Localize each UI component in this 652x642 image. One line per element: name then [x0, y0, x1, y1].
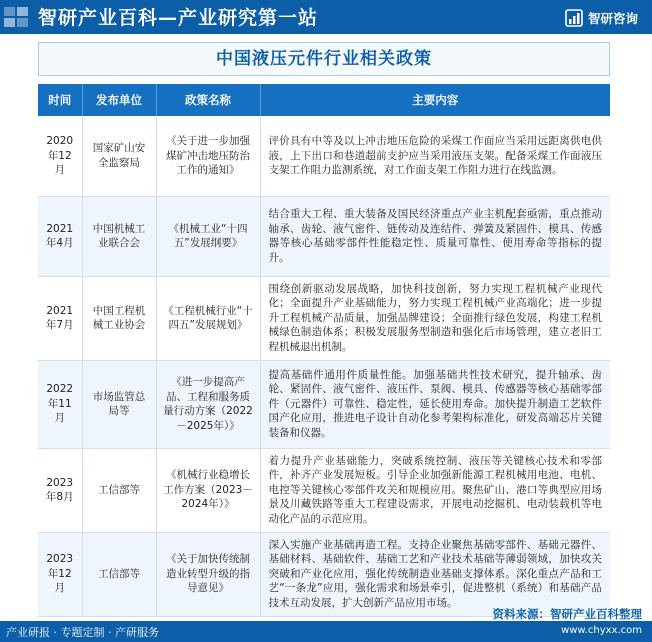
table-row: [38, 196, 610, 276]
table-row: [38, 360, 610, 448]
header-policy-name: 政策名称: [156, 84, 260, 116]
cell-policy-name: 《机械行业稳增长工作方案（2023－2024年）》: [156, 448, 260, 532]
page-title-box: [38, 42, 610, 76]
top-banner: [0, 0, 652, 34]
logo-icon: [4, 5, 30, 29]
table-row: [38, 532, 610, 616]
footer-url[interactable]: www.chyxx.com: [561, 625, 642, 636]
table-row: [38, 276, 610, 360]
cell-content: 评价具有中等及以上冲击地压危险的采煤工作面应当采用远距离供电供液，上下出口和巷道超前支护应当采用液压支架。配备采煤工作面液压支架工作阻力监测系统，对工作面支架工作阻力进行在线监测。: [260, 116, 610, 196]
cell-time: 2022年11月: [38, 360, 82, 448]
cell-content: 深入实施产业基础再造工程。支持企业聚焦基础零部件、基础元器件、基础材料、基础软件、基础工艺和产业技术基础等薄弱领域，加快攻关突破和产业化应用，强化传统制造业基础支撑体系。深化重点产品和工艺“一条龙”应用，强化需求和场景牵引，促进整机（系统）和基础产品技术互动发展，扩大创新产品应用市场。: [260, 532, 610, 616]
brand-icon: [565, 9, 583, 27]
table-header-row: [38, 84, 610, 116]
cell-content: 提高基础件通用件质量性能。加强基础共性技术研究，提升轴承、齿轮、紧固件、液气密件、液压件、泵阀、模具、传感器等核心基础零部件（元器件）可靠性、稳定性，延长使用寿命。加快提升制造工艺软件国产化应用，推进电子设计自动化参考架构标准化，研发高端芯片关键装备和仪器。: [260, 360, 610, 448]
source-note: 资料来源：智研产业百科整理: [492, 607, 642, 621]
brand-name: 智研咨询: [587, 11, 638, 26]
cell-policy-name: 《工程机械行业“十四五”发展规划》: [156, 276, 260, 360]
cell-policy-name: 《关于加快传统制造业转型升级的指导意见》: [156, 532, 260, 616]
cell-unit: 工信部等: [82, 448, 156, 532]
footer-services: 产业研报 · 专题定制 · 产研服务: [6, 626, 159, 639]
header-time: 时间: [38, 84, 82, 116]
header-content: 主要内容: [260, 84, 610, 116]
cell-time: 2021年7月: [38, 276, 82, 360]
cell-time: 2023年8月: [38, 448, 82, 532]
cell-content: 着力提升产业基础能力，突破系统控制、液压等关键核心技术和零部件，补齐产业发展短板。引导企业加强新能源工程机械用电池、电机、电控等关键核心零部件攻关和规模应用。聚焦矿山、港口等典型应用场景及川藏铁路等重大工程建设需求，开展电动挖掘机、电动装载机等电动化产品的示范应用。: [260, 448, 610, 532]
table-row: [38, 116, 610, 196]
cell-policy-name: 《进一步提高产品、工程和服务质量行动方案（2022－2025年）》: [156, 360, 260, 448]
cell-unit: 市场监管总局等: [82, 360, 156, 448]
header-unit: 发布单位: [82, 84, 156, 116]
cell-unit: 中国机械工业联合会: [82, 196, 156, 276]
cell-policy-name: 《关于进一步加强煤矿冲击地压防治工作的通知》: [156, 116, 260, 196]
cell-time: 2023年12月: [38, 532, 82, 616]
brand-logo: [565, 7, 638, 29]
page-title: 中国液压元件行业相关政策: [216, 49, 432, 69]
footer-bar: [0, 621, 652, 642]
cell-policy-name: 《机械工业“十四五”发展纲要》: [156, 196, 260, 276]
cell-time: 2021年4月: [38, 196, 82, 276]
cell-content: 结合重大工程、重大装备及国民经济重点产业主机配套亟需，重点推动轴承、齿轮、液气密件、链传动及连结件、弹簧及紧固件、模具、传感器等核心基础零部件性能稳定性、质量可靠性、使用寿命等指标的提升。: [260, 196, 610, 276]
cell-unit: 工信部等: [82, 532, 156, 616]
cell-unit: 中国工程机械工业协会: [82, 276, 156, 360]
site-title: 智研产业百科—产业研究第一站: [38, 7, 319, 29]
cell-content: 围绕创新驱动发展战略，加快科技创新，努力实现工程机械产业现代化；全面提升产业基础能力，努力实现工程机械产业高端化；进一步提升工程机械产品质量，加强品牌建设；全面推行绿色发展，构建工程机械绿色制造体系；积极发展服务型制造和强化后市场管理，建立老旧工程机械退出机制。: [260, 276, 610, 360]
policy-table: [38, 84, 610, 617]
cell-time: 2020年12月: [38, 116, 82, 196]
cell-unit: 国家矿山安全监察局: [82, 116, 156, 196]
table-row: [38, 448, 610, 532]
